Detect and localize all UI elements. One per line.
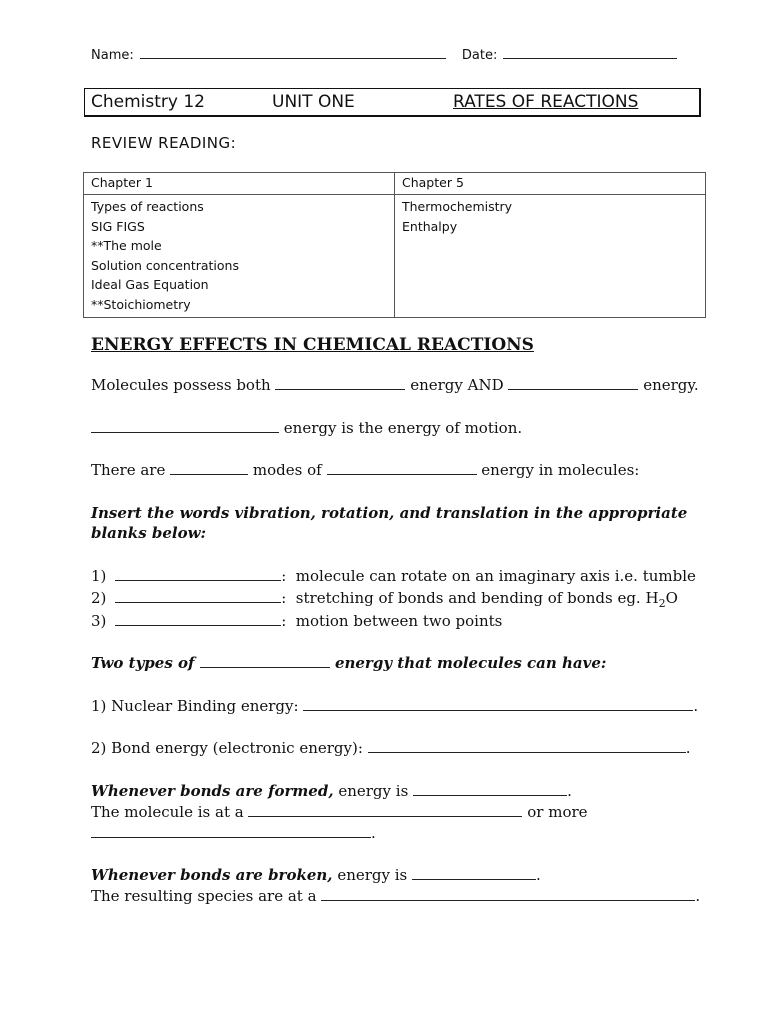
- list-item: Ideal Gas Equation: [91, 277, 209, 293]
- header-row: [91, 46, 677, 63]
- section-heading: ENERGY EFFECTS IN CHEMICAL REACTIONS: [91, 335, 534, 355]
- list-item: SIG FIGS: [91, 218, 145, 234]
- review-heading: REVIEW READING:: [91, 134, 237, 152]
- list-item: **Stoichiometry: [91, 296, 191, 312]
- unit-title: UNIT ONE: [272, 92, 355, 112]
- blank-5[interactable]: [327, 462, 477, 475]
- two-types-heading: Two types of energy that molecules can have:: [91, 654, 607, 672]
- topic-title: RATES OF REACTIONS: [453, 92, 639, 112]
- type-item-2: 2) Bond energy (electronic energy): .: [91, 739, 691, 757]
- mode-blank-3[interactable]: [115, 613, 281, 626]
- list-item: **The mole: [91, 238, 162, 254]
- broken-line-1: Whenever bonds are broken, energy is .: [91, 866, 541, 884]
- broken-blank-1[interactable]: [412, 867, 536, 880]
- chapter-1-items: [84, 195, 395, 318]
- blank-2[interactable]: [508, 377, 638, 390]
- blank-1[interactable]: [275, 377, 405, 390]
- broken-blank-2[interactable]: [321, 888, 695, 901]
- mode-item-2: 2) : stretching of bonds and bending of bonds eg. $H_2O$: [91, 589, 678, 610]
- date-label: Date:: [461, 48, 498, 63]
- list-item: Enthalpy: [402, 218, 458, 234]
- formed-line-1: Whenever bonds are formed, energy is .: [91, 782, 572, 800]
- title-box: [84, 88, 701, 117]
- instruction-line-1: Insert the words vibration, rotation, and translation in the appropriate: [91, 504, 688, 522]
- name-label: Name:: [91, 48, 134, 63]
- formed-line-2: The molecule is at a or more: [91, 803, 588, 821]
- chapter-5-items: [395, 195, 706, 318]
- blank-4[interactable]: [170, 462, 248, 475]
- sentence-energy-of-motion: energy is the energy of motion.: [91, 419, 522, 437]
- list-item: Types of reactions: [91, 199, 204, 214]
- formed-blank-3[interactable]: [91, 825, 371, 838]
- type-item-1: 1) Nuclear Binding energy: .: [91, 697, 699, 715]
- blank-3[interactable]: [91, 420, 279, 433]
- chapter-1-header: Chapter 1: [84, 173, 395, 195]
- formed-blank-1[interactable]: [413, 783, 567, 796]
- date-field[interactable]: [503, 46, 677, 59]
- mode-item-3: 3) : motion between two points: [91, 612, 503, 630]
- list-item: Thermochemistry: [402, 199, 513, 214]
- chapters-table: [83, 172, 706, 318]
- name-field[interactable]: [140, 46, 446, 59]
- type-blank-2[interactable]: [368, 740, 686, 753]
- course-title: Chemistry 12: [91, 92, 205, 112]
- formed-blank-2[interactable]: [248, 804, 522, 817]
- mode-item-1: 1) : molecule can rotate on an imaginary axis i.e. tumble: [91, 567, 696, 585]
- two-types-blank[interactable]: [200, 655, 330, 668]
- instruction-line-2: blanks below:: [91, 524, 207, 542]
- list-item: Solution concentrations: [91, 257, 239, 273]
- type-blank-1[interactable]: [303, 698, 693, 711]
- sentence-kinetic-potential: Molecules possess both energy AND energy.: [91, 376, 699, 394]
- formed-line-3: .: [91, 824, 376, 842]
- broken-line-2: The resulting species are at a .: [91, 887, 701, 905]
- mode-blank-1[interactable]: [115, 568, 281, 581]
- mode-blank-2[interactable]: [115, 590, 281, 603]
- sentence-modes: There are modes of energy in molecules:: [91, 461, 640, 479]
- chapter-5-header: Chapter 5: [395, 173, 706, 195]
